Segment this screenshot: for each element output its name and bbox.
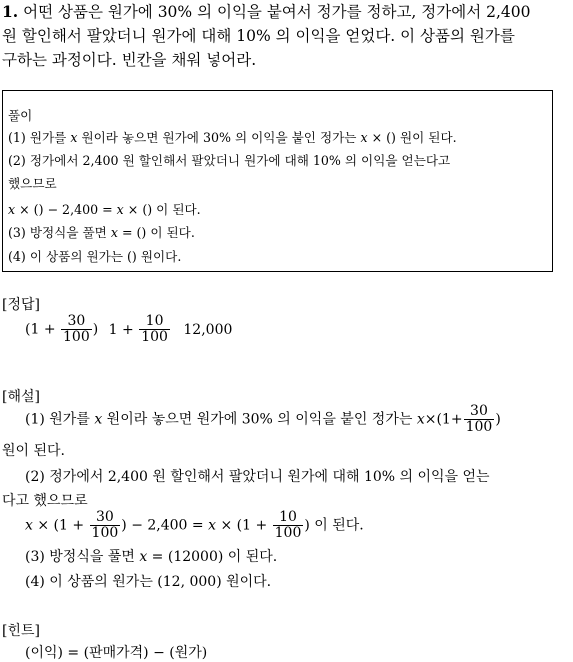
solution-line-1 bbox=[8, 127, 457, 146]
variable-x: x bbox=[25, 517, 33, 534]
answer-3: 12,000 bbox=[183, 321, 233, 338]
question-line-1 bbox=[2, 0, 530, 24]
hint-formula: (이익) = (판매가격) − (원가) bbox=[25, 645, 208, 661]
fraction-10-100: $\frac{10}{100}$ bbox=[274, 509, 302, 541]
fraction-30-100: $\frac{30}{100}$ bbox=[465, 403, 493, 435]
explanation-1-close: ) bbox=[495, 411, 501, 428]
answer-2-pre: 1 + bbox=[108, 321, 139, 338]
hint-header: [힌트] bbox=[2, 623, 40, 639]
solution-line-5-post: = () 이 된다. bbox=[117, 225, 195, 240]
explanation-line-3 bbox=[25, 510, 364, 541]
fraction-30-100: $\frac{30}{100}$ bbox=[91, 509, 119, 541]
variable-x: x bbox=[70, 130, 78, 145]
explanation-line-1-cont: 원이 된다. bbox=[2, 443, 65, 459]
variable-x: x bbox=[8, 202, 16, 217]
variable-x: x bbox=[139, 549, 148, 565]
variable-x: x bbox=[116, 202, 124, 217]
fraction-30-100: $\frac{30}{100}$ bbox=[63, 313, 90, 345]
answer-values bbox=[25, 314, 232, 345]
question-text-1: 어떤 상품은 원가에 30% 의 이익을 붙여서 정가를 정하고, 정가에서 2,400 bbox=[23, 3, 531, 21]
explanation-1-op: ×(1+ bbox=[424, 411, 463, 428]
answer-1-post: ) bbox=[92, 321, 99, 338]
solution-line-5 bbox=[8, 222, 195, 241]
explanation-line-1 bbox=[25, 404, 501, 435]
answer-header: [정답] bbox=[2, 297, 40, 313]
solution-line-1-pre: (1) 원가를 bbox=[8, 130, 71, 145]
explanation-line-4 bbox=[25, 546, 277, 566]
explanation-1-pre: (1) 원가를 bbox=[25, 411, 95, 428]
explanation-4-post: = (12000) 이 된다. bbox=[147, 549, 278, 565]
fraction-10-100: $\frac{10}{100}$ bbox=[141, 313, 168, 345]
explanation-3-c: × (1 + bbox=[216, 517, 272, 534]
variable-x: x bbox=[208, 517, 216, 534]
variable-x: x bbox=[416, 411, 425, 428]
answer-1-pre: (1 + bbox=[25, 321, 60, 338]
solution-line-5-pre: (3) 방정식을 풀면 bbox=[8, 225, 111, 240]
solution-line-1-mid: 원이라 놓으면 원가에 30% 의 이익을 붙인 정가는 bbox=[77, 130, 361, 145]
solution-box bbox=[2, 90, 553, 272]
solution-line-2: (2) 정가에서 2,400 원 할인해서 팔았더니 원가에 대해 10% 의 이익을 얻는다고 bbox=[8, 153, 451, 168]
explanation-4-pre: (3) 방정식을 풀면 bbox=[25, 549, 140, 565]
explanation-line-5: (4) 이 상품의 원가는 (12, 000) 원이다. bbox=[25, 574, 272, 590]
explanation-3-a: × (1 + bbox=[32, 517, 89, 534]
variable-x: x bbox=[94, 411, 103, 428]
explanation-3-d: ) 이 된다. bbox=[304, 517, 364, 534]
solution-line-4-d: × () 이 된다. bbox=[123, 202, 201, 217]
explanation-1-mid: 원이라 놓으면 원가에 30% 의 이익을 붙인 정가는 bbox=[102, 411, 417, 428]
solution-title: 풀이 bbox=[8, 108, 33, 123]
explanation-line-2: (2) 정가에서 2,400 원 할인해서 팔았더니 원가에 대해 10% 의 이익을 얻는 bbox=[25, 469, 490, 485]
solution-line-4-b: × () − 2,400 = bbox=[15, 202, 117, 217]
variable-x: x bbox=[110, 225, 118, 240]
question-number: 1. bbox=[2, 2, 19, 21]
question-line-3: 구하는 과정이다. 빈칸을 채워 넣어라. bbox=[2, 51, 257, 69]
explanation-header: [해설] bbox=[2, 389, 40, 405]
solution-line-6: (4) 이 상품의 원가는 () 원이다. bbox=[8, 249, 182, 264]
explanation-line-2-cont: 다고 했으므로 bbox=[2, 493, 88, 509]
solution-line-1-post: × () 원이 된다. bbox=[367, 130, 457, 145]
question-line-2: 원 할인해서 팔았더니 원가에 대해 10% 의 이익을 얻었다. 이 상품의 원가를 bbox=[2, 27, 515, 45]
solution-line-3: 했으므로 bbox=[8, 176, 57, 191]
explanation-3-b: ) − 2,400 = bbox=[121, 517, 209, 534]
solution-line-4 bbox=[8, 199, 201, 218]
variable-x: x bbox=[360, 130, 368, 145]
